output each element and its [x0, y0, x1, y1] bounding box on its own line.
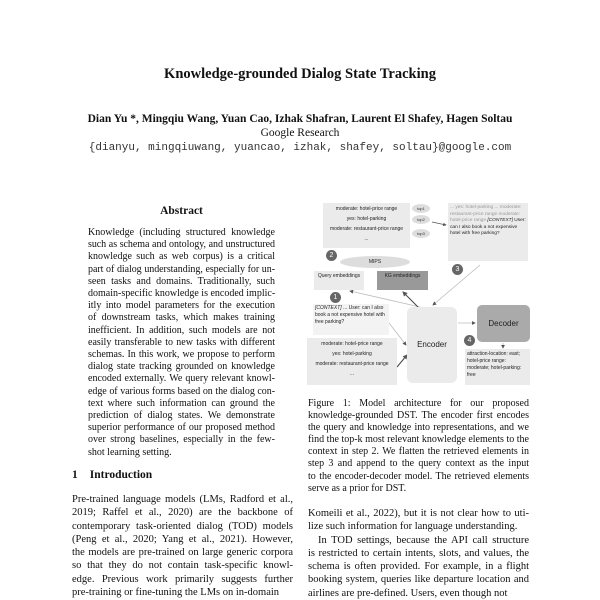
top2-label: top2: [412, 215, 430, 224]
text-line: of downstream tasks, which makes training: [88, 312, 275, 324]
text-line: Komeili et al., 2022), but it is not clear how to uti-: [308, 508, 529, 519]
text-line: inefficient. In addition, such models are not: [88, 324, 275, 336]
text-line: schema is often provided. For example, in a flight: [308, 561, 529, 573]
text-line: dialog state tracking grounded on knowledge: [88, 361, 275, 373]
text-line: to the encoder-decoder model. The retrieved elements: [308, 470, 529, 482]
figure-caption: [308, 398, 529, 495]
retrieved-context-box: [448, 203, 528, 261]
text-line: step 3 and append to the query context as the input: [308, 458, 529, 470]
context-tag: [CONTEXT]: [487, 218, 513, 224]
top1-label: top1: [412, 204, 430, 213]
text-line: Pre-trained language models (LMs, Radford et al.,: [72, 494, 293, 505]
text-line: so that they do not contain task-specific knowl-: [72, 560, 293, 572]
intro-body: [72, 493, 293, 599]
text-line: Figure 1: Model architecture for our proposed: [308, 398, 529, 409]
text-line: booking system, queries like departure location and: [308, 574, 529, 586]
text-line: knowledge such as web corpus) is a critical: [88, 251, 275, 263]
kb-item: ...: [364, 236, 369, 242]
step-3-badge: 3: [452, 264, 463, 275]
text-line: text where such information can ground the: [88, 397, 275, 409]
query-context-box: [313, 304, 389, 335]
text-line: knowledge-grounded DST. The encoder first encodes: [308, 410, 529, 422]
text-line: shot learning setting.: [88, 446, 172, 458]
text-line: context in step 2. We flatten the retrieved elements in: [308, 446, 529, 458]
text-line: In TOD settings, because the API call structure: [318, 534, 529, 546]
text-line: over strong baselines, especially in the few-: [88, 434, 275, 446]
text-line: 2019; Raffel et al., 2020) are the backbone of: [72, 507, 293, 519]
dialog-state-output: attraction-location: east; hotel-price range: moderate; hotel-parking: free: [465, 349, 530, 385]
step-2-badge: 2: [326, 250, 337, 261]
text-line: encoded externally. We query relevant knowl-: [88, 373, 275, 385]
section-title: Introduction: [89, 469, 153, 481]
knowledge-base-bottom: [307, 338, 397, 385]
right-column-body: [308, 507, 529, 600]
text-line: edge. Previous work primarily suggests further: [72, 573, 293, 585]
kb-item: yes: hotel-parking: [346, 216, 387, 222]
text-line: edge of various forms based on the dialog con-: [88, 385, 275, 397]
text-line: (Peng et al., 2020; Yang et al., 2021). However,: [72, 533, 293, 545]
decoder-box: Decoder: [477, 305, 530, 342]
arrow-retrieved: [432, 222, 446, 225]
section-number: 1: [72, 469, 78, 481]
text-line: serve as a prior for DST.: [308, 482, 407, 494]
encoder-box: Encoder: [407, 307, 457, 383]
query-embeddings-box: Query embeddings: [314, 271, 364, 290]
knowledge-base-top: [323, 203, 410, 248]
text-line: the query and knowledge into representations, and we: [308, 422, 529, 434]
kb-item: moderate: hotel-price range: [321, 341, 383, 347]
text-line: schemas. In this work, we propose to perform: [88, 349, 275, 361]
emails: {dianyu, mingqiuwang, yuancao, izhak, shafey, soltau}@google.com: [88, 142, 512, 154]
abstract-body: [88, 227, 275, 459]
kg-embeddings-box: KG embeddings: [377, 271, 428, 290]
kb-item: moderate: restaurant-price range: [315, 361, 389, 367]
text-line: part of dialog understanding, especially for un-: [88, 263, 275, 275]
kb-item: yes: hotel-parking: [332, 351, 372, 357]
text-line: the models are pre-trained on large generic corpora: [72, 547, 293, 559]
step-1-badge: 1: [330, 292, 341, 303]
paper-title: Knowledge-grounded Dialog State Tracking: [164, 66, 436, 82]
top3-label: top3: [412, 229, 430, 238]
text-line: airlines are pre-defined. Users, even though not: [308, 587, 508, 599]
mips-ellipse: MIPS: [340, 256, 410, 268]
text-line: Knowledge (including structured knowledge: [88, 227, 275, 238]
text-line: lize such information for language understanding.: [308, 521, 518, 533]
retrieved-knowledge: ... yes: hotel-parking ... moderate: restaurant-price range moderate: hotel-price range: [450, 205, 522, 224]
text-line: prediction of dialog states. We demonstrate: [88, 410, 275, 422]
text-line: is restricted to certain intents, slots, and values, the: [308, 547, 529, 559]
text-line: seen tasks and domains. Traditionally, such: [88, 275, 275, 287]
user-utterance: User: can I also book a not expensive hotel with free parking?: [450, 218, 526, 237]
context-tag: [CONTEXT]: [315, 305, 342, 311]
text-line: such as schema and ontology, and unstructured: [88, 239, 275, 251]
authors: Dian Yu *, Mingqiu Wang, Yuan Cao, Izhak Shafran, Laurent El Shafey, Hagen Soltau: [87, 113, 513, 125]
section-heading: [72, 469, 152, 481]
text-line: find the top-k most relevant knowledge elements to the: [308, 434, 529, 446]
figure-architecture: [300, 195, 545, 387]
kb-item: moderate: restaurant-price range: [329, 226, 404, 232]
text-line: pre-training or fine-tuning the LMs on in-domain: [72, 587, 280, 599]
text-line: easily transferable to new tasks with different: [88, 336, 275, 348]
arrow-knowledge: [397, 355, 407, 367]
kb-item: moderate: hotel-price range: [335, 206, 398, 212]
text-line: itly into model parameters for the execution: [88, 300, 275, 312]
abstract-heading: Abstract: [160, 205, 203, 217]
affiliation: Google Research: [260, 127, 340, 139]
text-line: contemporary task-oriented dialog (TOD) models: [72, 520, 293, 532]
text-line: superior performance of our proposed method: [88, 422, 275, 434]
context-text: ... User: can I also book a not expensive hotel with free parking?: [315, 305, 385, 325]
text-line: domain-specific knowledge is encoded implic-: [88, 288, 276, 300]
step-4-badge: 4: [464, 335, 475, 346]
kb-item: ...: [349, 371, 355, 377]
